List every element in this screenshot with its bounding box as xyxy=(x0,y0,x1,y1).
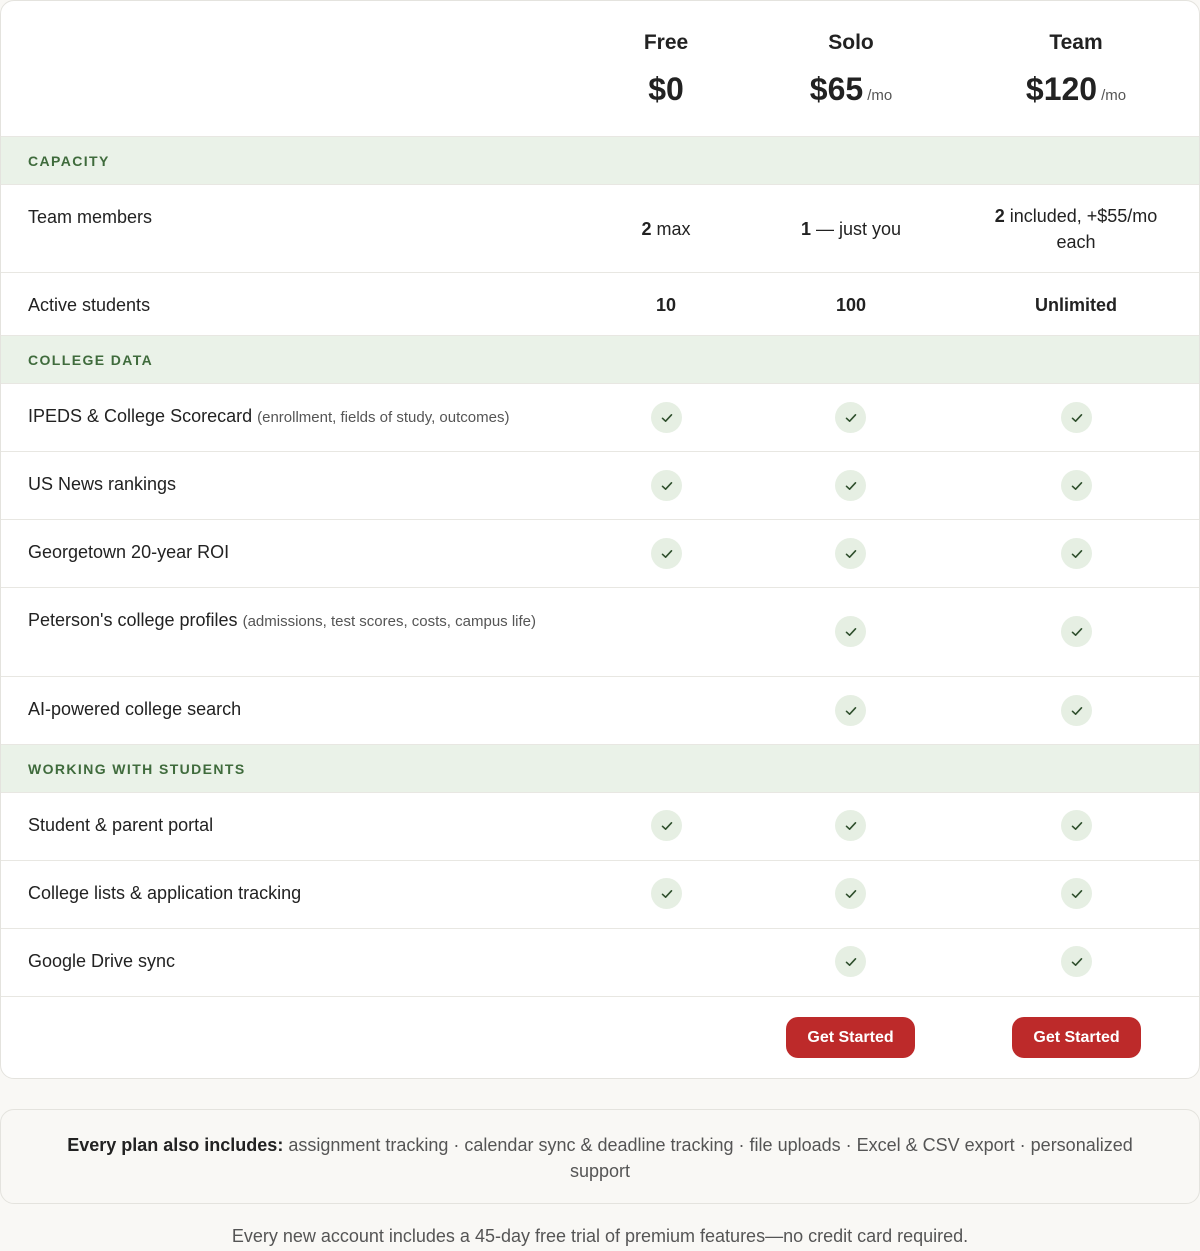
check-icon xyxy=(651,470,682,501)
section-working-with-students xyxy=(1,745,1200,793)
value-number: 1 xyxy=(800,219,811,239)
check-icon xyxy=(835,616,866,647)
check-icon xyxy=(835,470,866,501)
section-label: CAPACITY xyxy=(28,152,110,169)
feature-label: College lists & application tracking xyxy=(28,883,302,903)
table-row-petersons xyxy=(1,588,1200,677)
feature-label: Active students xyxy=(28,295,151,315)
value-number: 2 xyxy=(994,206,1005,226)
feature-label xyxy=(28,607,558,635)
check-icon xyxy=(835,402,866,433)
value-solo: 100 xyxy=(835,295,867,315)
check-icon xyxy=(835,946,866,977)
feature-label: US News rankings xyxy=(28,474,177,494)
table-row-lists xyxy=(1,861,1200,929)
check-icon xyxy=(651,878,682,909)
feature-name: IPEDS & College Scorecard xyxy=(28,406,253,426)
includes-items: assignment tracking · calendar sync & deadline tracking · file uploads · Excel & CSV export · personalized support xyxy=(283,1135,1133,1181)
feature-label: Georgetown 20-year ROI xyxy=(28,542,230,562)
check-icon xyxy=(651,810,682,841)
check-icon xyxy=(835,695,866,726)
get-started-team-button[interactable]: Get Started xyxy=(1012,1017,1141,1058)
price-period: /mo xyxy=(867,87,893,104)
feature-note: (admissions, test scores, costs, campus life) xyxy=(242,613,537,630)
includes-lead: Every plan also includes: xyxy=(67,1135,284,1155)
plan-price-solo xyxy=(766,71,936,108)
value-text: max xyxy=(651,219,691,239)
feature-label: Google Drive sync xyxy=(28,951,176,971)
plan-price-free xyxy=(581,71,751,108)
table-row-georgetown xyxy=(1,520,1200,588)
value-text: — just you xyxy=(810,219,902,239)
table-row-drive xyxy=(1,929,1200,997)
check-icon xyxy=(1061,946,1092,977)
feature-label: AI-powered college search xyxy=(28,699,242,719)
value-free xyxy=(581,216,751,242)
plan-price-team xyxy=(966,71,1186,108)
value-number: 2 xyxy=(641,219,652,239)
check-icon xyxy=(1061,538,1092,569)
plan-header-row xyxy=(1,1,1200,137)
feature-label xyxy=(28,403,558,431)
check-icon xyxy=(1061,402,1092,433)
table-row-team-members xyxy=(1,185,1200,273)
feature-note: (enrollment, fields of study, outcomes) xyxy=(257,409,510,426)
table-row-active-students xyxy=(1,273,1200,336)
section-capacity xyxy=(1,137,1200,185)
plan-name-free: Free xyxy=(643,31,689,54)
table-row-ai-search xyxy=(1,677,1200,745)
table-row-usnews xyxy=(1,452,1200,520)
price-amount: $65 xyxy=(809,71,864,107)
check-icon xyxy=(651,402,682,433)
feature-label: Team members xyxy=(28,207,153,227)
section-college-data xyxy=(1,336,1200,384)
price-amount: $0 xyxy=(648,71,684,107)
value-team xyxy=(966,203,1186,255)
check-icon xyxy=(1061,878,1092,909)
check-icon xyxy=(835,878,866,909)
section-label: WORKING WITH STUDENTS xyxy=(28,760,246,777)
feature-label: Student & parent portal xyxy=(28,815,214,835)
value-solo xyxy=(766,216,936,242)
table-row-ipeds xyxy=(1,384,1200,452)
price-amount: $120 xyxy=(1025,71,1098,107)
section-label: COLLEGE DATA xyxy=(28,351,154,368)
feature-name: Peterson's college profiles xyxy=(28,610,238,630)
check-icon xyxy=(1061,695,1092,726)
value-free: 10 xyxy=(655,295,677,315)
plan-name-solo: Solo xyxy=(828,31,874,54)
get-started-solo-button[interactable]: Get Started xyxy=(786,1017,915,1058)
value-team: Unlimited xyxy=(1034,295,1117,315)
plan-name-team: Team xyxy=(1049,31,1103,54)
check-icon xyxy=(835,810,866,841)
check-icon xyxy=(1061,810,1092,841)
check-icon xyxy=(651,538,682,569)
table-row-portal xyxy=(1,793,1200,861)
check-icon xyxy=(1061,470,1092,501)
check-icon xyxy=(1061,616,1092,647)
trial-note: Every new account includes a 45-day free trial of premium features—no credit card required. xyxy=(231,1226,969,1246)
included-features-box xyxy=(0,1109,1200,1204)
check-icon xyxy=(835,538,866,569)
value-text: included, +$55/mo each xyxy=(1004,206,1158,252)
price-period: /mo xyxy=(1101,87,1127,104)
